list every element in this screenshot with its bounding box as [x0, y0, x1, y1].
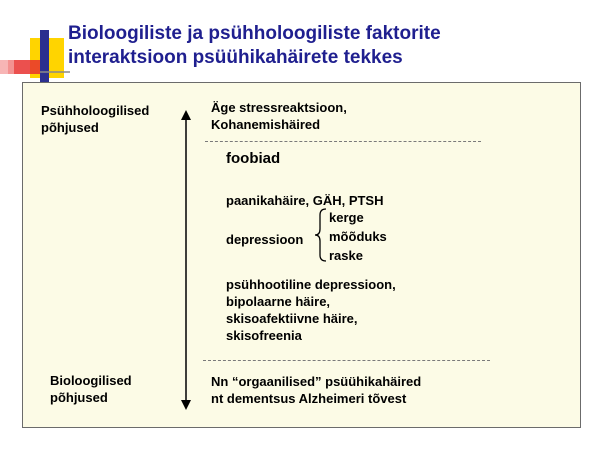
biological-causes-label: Bioloogilised põhjused: [50, 373, 132, 405]
phobias-item: foobiad: [226, 150, 281, 167]
acute-stress-item: Äge stressreaktsioon, Kohanemishäired: [211, 100, 347, 132]
corner-decoration: [0, 0, 70, 90]
diagram-panel: [22, 82, 581, 428]
slide-title-line-1: Bioloogiliste ja psühholoogiliste faktorite: [68, 23, 441, 44]
anxiety-item: paanikahäire, GÄH, PTSH: [226, 193, 384, 208]
slide-title: [68, 22, 588, 70]
depression-level-mild: kerge: [329, 210, 364, 225]
psychotic-disorders-item: psühhootiline depressioon, bipolaarne häire, skisoafektiivne häire, skisofreenia: [226, 277, 396, 343]
divider-bottom: [203, 360, 490, 361]
decoration-blue-bar: [40, 30, 49, 82]
curly-brace-icon: [314, 207, 328, 263]
depression-level-severe: raske: [329, 248, 363, 263]
decoration-red-fade: [0, 60, 14, 74]
organic-disorders-item: Nn “orgaanilised” psüühikahäired nt dementsus Alzheimeri tõvest: [211, 374, 422, 406]
slide-title-line-2: interaktsioon psüühikahäirete tekkes: [68, 47, 403, 68]
depression-item: depressioon: [226, 232, 304, 247]
double-arrow-icon: [180, 110, 192, 410]
depression-level-moderate: mõõduks: [329, 229, 387, 244]
divider-top: [205, 141, 481, 142]
psychological-causes-label: Psühholoogilised põhjused: [41, 103, 150, 135]
